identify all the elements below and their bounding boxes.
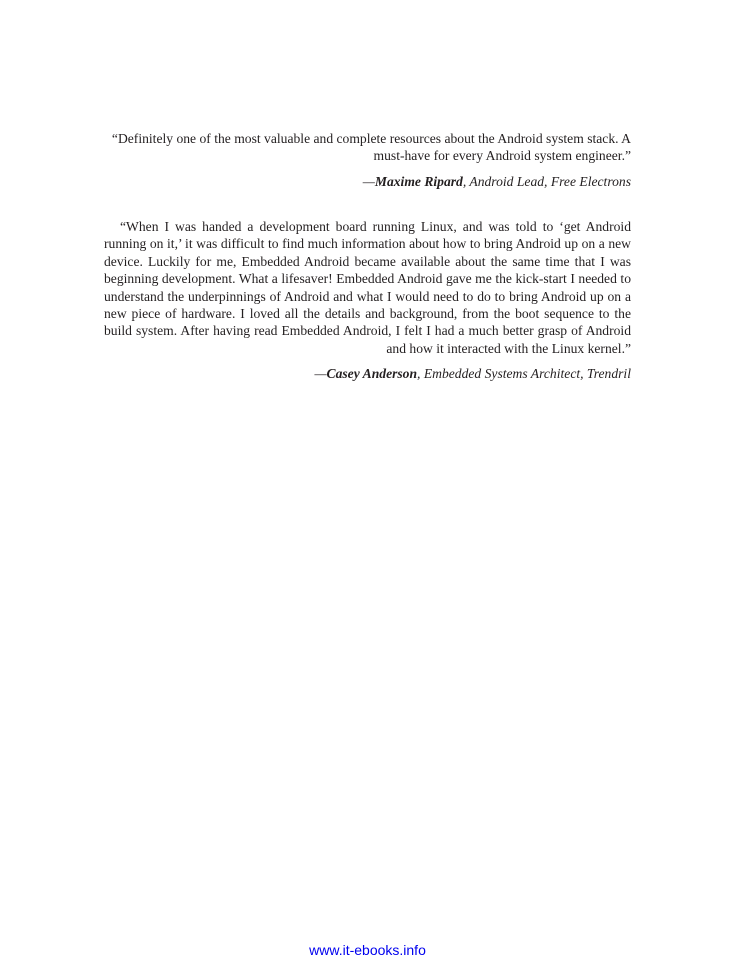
attribution-dash: — — [362, 173, 375, 189]
testimonial-casey-anderson — [104, 218, 631, 382]
testimonial-quote: “When I was handed a development board running Linux, and was told to ‘get Android running on it,’ it was difficult to find much information about how to bring Android up on a new device. Luckily for me, Embedded Android became available about the same time that I was beginning development. What a lifesaver! Embedded Android gave me the kick-start I needed to understand the underpinnings of Android and what I would need to do to bring Android up on a new piece of hardware. I loved all the details and background, from the boot sequence to the build system. After having read Embedded Android, I felt I had a much better grasp of Android and how it interacted with the Linux kernel.” — [104, 219, 631, 356]
testimonial-quote: “Definitely one of the most valuable and complete resources about the Android system stack. A must-have for every Android system engineer.” — [111, 131, 631, 164]
attribution-role: , Android Lead, Free Electrons — [462, 173, 631, 189]
testimonial-attribution — [104, 365, 631, 382]
footer-website-link[interactable]: www.it-ebooks.info — [309, 942, 426, 958]
testimonial-maxime-ripard — [104, 130, 631, 190]
attribution-name: Maxime Ripard — [374, 173, 463, 189]
attribution-name: Casey Anderson — [326, 366, 418, 382]
attribution-role: , Embedded Systems Architect, Trendril — [417, 366, 631, 382]
testimonial-attribution — [104, 173, 631, 190]
attribution-dash: — — [314, 366, 327, 382]
